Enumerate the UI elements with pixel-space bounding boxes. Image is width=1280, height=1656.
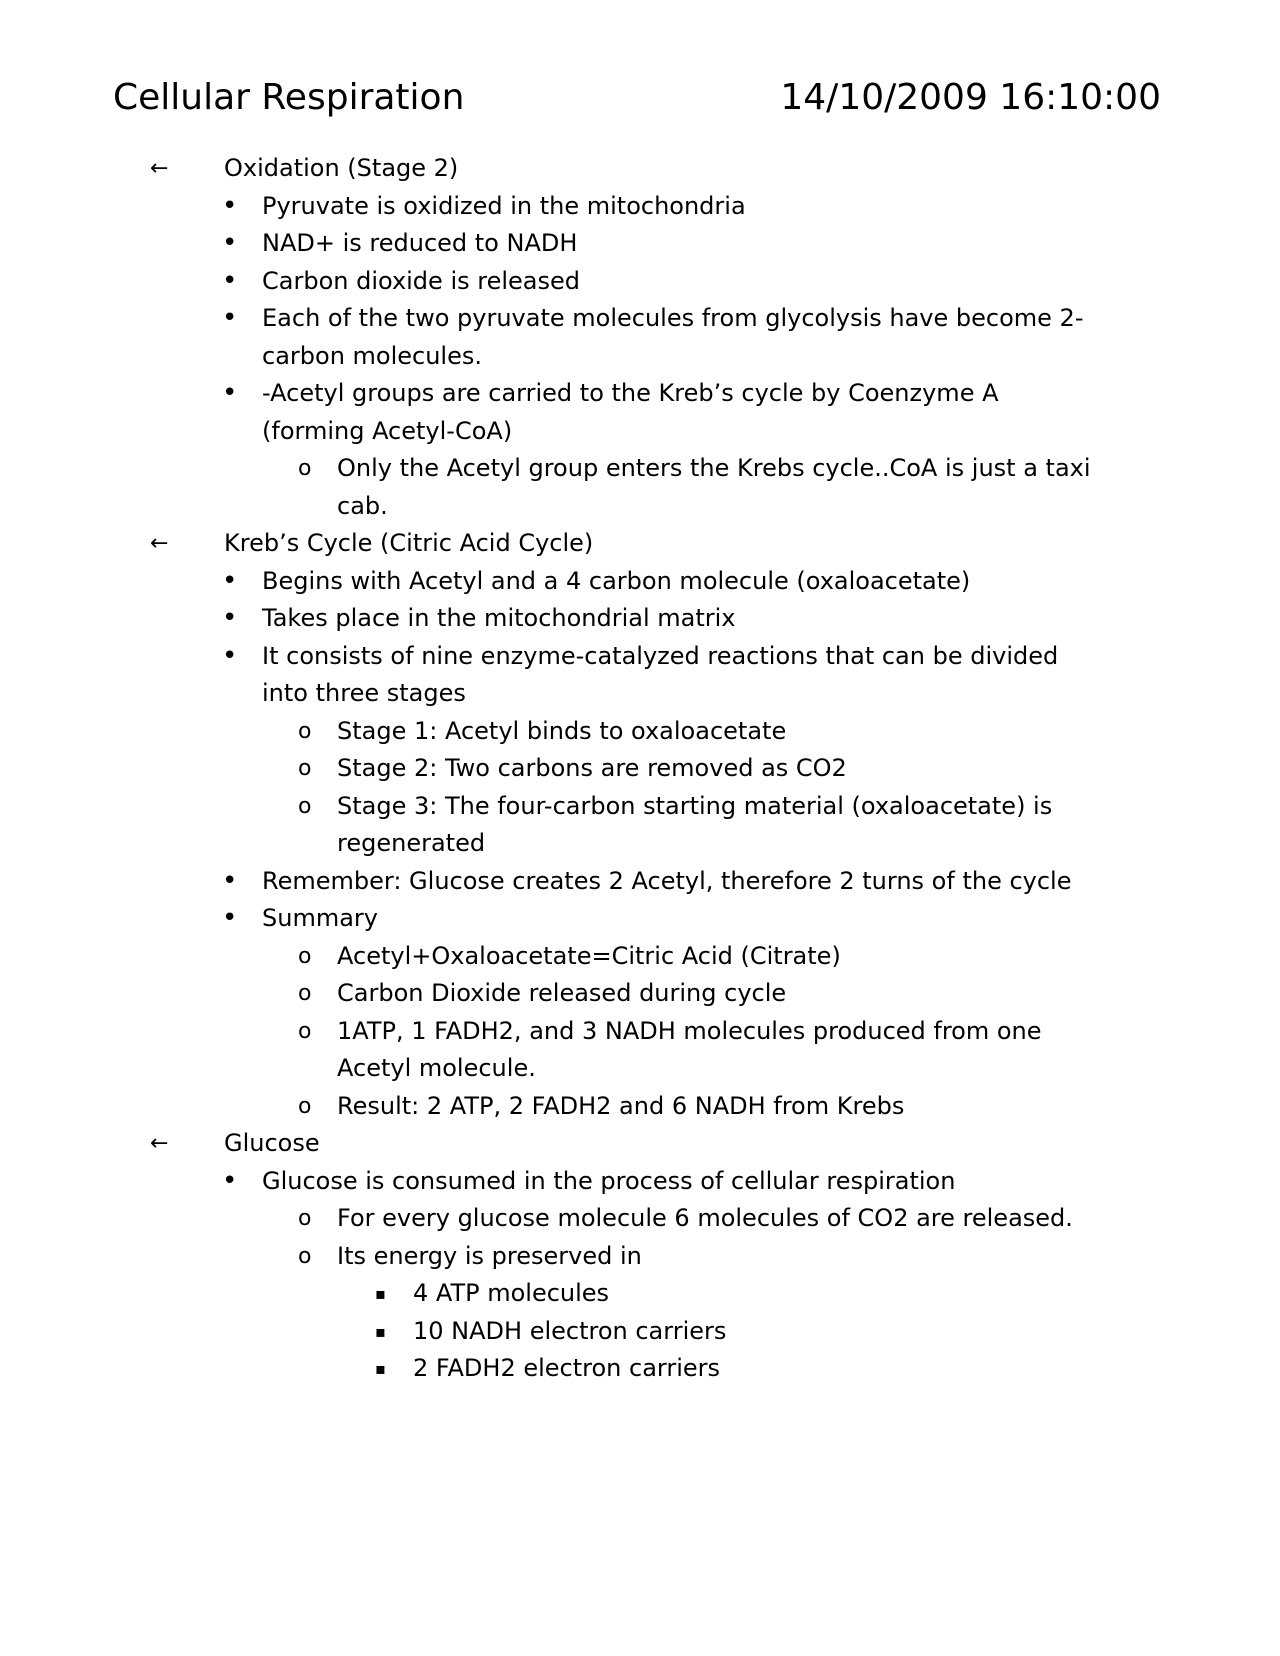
sub-list-item-text-line1: Stage 3: The four-carbon starting material (oxaloacetate) is xyxy=(337,791,1053,820)
sub-list-item xyxy=(0,1200,1280,1238)
bullet-icon: • xyxy=(222,903,238,933)
section-heading-text: Glucose xyxy=(224,1129,320,1157)
sub-list-item-text: Stage 2: Two carbons are removed as CO2 xyxy=(337,754,847,782)
circle-bullet-icon: o xyxy=(298,1093,312,1119)
section-heading xyxy=(0,150,1280,188)
sub-list-item xyxy=(0,1238,1280,1276)
sub-list-item-text-line2: regenerated xyxy=(337,829,486,857)
bullet-icon: • xyxy=(222,228,238,258)
sub-list-item xyxy=(0,1088,1280,1126)
section-heading xyxy=(0,1125,1280,1163)
sub-list-item-text-line2: cab. xyxy=(337,491,388,520)
section-heading-text: Oxidation (Stage 2) xyxy=(224,154,459,182)
sub-sub-list-item-text: 4 ATP molecules xyxy=(413,1279,610,1307)
sub-list-item-continuation xyxy=(0,488,1280,526)
sub-list-item-text-line1: Only the Acetyl group enters the Krebs cycle..CoA is just a taxi xyxy=(337,454,1091,482)
sub-list-item xyxy=(0,788,1280,826)
circle-bullet-icon: o xyxy=(298,943,312,969)
circle-bullet-icon: o xyxy=(298,1243,312,1269)
sub-sub-list-item xyxy=(0,1275,1280,1313)
circle-bullet-icon: o xyxy=(298,793,312,819)
bullet-icon: • xyxy=(222,565,238,596)
sub-list-item-text-line1: 1ATP, 1 FADH2, and 3 NADH molecules produced from one xyxy=(337,1016,1042,1045)
page-header xyxy=(113,74,1161,122)
list-item xyxy=(0,600,1280,638)
sub-list-item-continuation xyxy=(0,1050,1280,1088)
list-item xyxy=(0,225,1280,263)
bullet-icon: • xyxy=(222,603,238,633)
list-item-text: Remember: Glucose creates 2 Acetyl, therefore 2 turns of the cycle xyxy=(262,866,1072,895)
sub-sub-list-item xyxy=(0,1313,1280,1351)
section-heading-text: Kreb’s Cycle (Citric Acid Cycle) xyxy=(224,529,594,557)
list-item xyxy=(0,638,1280,676)
document-title: Cellular Respiration xyxy=(113,77,465,118)
list-item-text: Summary xyxy=(262,904,378,932)
bullet-icon: • xyxy=(222,303,238,333)
arrow-left-icon: ← xyxy=(150,1131,169,1156)
list-item-text-line2: carbon molecules. xyxy=(262,341,482,370)
circle-bullet-icon: o xyxy=(298,756,312,781)
sub-sub-list-item-text: 10 NADH electron carriers xyxy=(413,1316,727,1345)
sub-list-item-text: For every glucose molecule 6 molecules of CO2 are released. xyxy=(337,1204,1073,1232)
list-item-text: Begins with Acetyl and a 4 carbon molecule (oxaloacetate) xyxy=(262,566,971,595)
sub-list-item-text: Stage 1: Acetyl binds to oxaloacetate xyxy=(337,716,787,745)
list-item-text: NAD+ is reduced to NADH xyxy=(262,229,578,257)
sub-list-item xyxy=(0,938,1280,976)
circle-bullet-icon: o xyxy=(298,981,312,1006)
sub-list-item xyxy=(0,450,1280,488)
arrow-left-icon: ← xyxy=(150,156,169,181)
sub-list-item xyxy=(0,975,1280,1013)
list-item xyxy=(0,300,1280,338)
section-heading xyxy=(0,525,1280,563)
list-item-text-line1: It consists of nine enzyme-catalyzed reactions that can be divided xyxy=(262,641,1059,670)
circle-bullet-icon: o xyxy=(298,1206,312,1231)
list-item xyxy=(0,375,1280,413)
bullet-icon: • xyxy=(222,865,238,896)
list-item xyxy=(0,863,1280,901)
sub-list-item xyxy=(0,1013,1280,1051)
list-item-continuation xyxy=(0,413,1280,451)
list-item-text: Glucose is consumed in the process of cellular respiration xyxy=(262,1166,956,1195)
sub-list-item-text: Carbon Dioxide released during cycle xyxy=(337,979,787,1007)
list-item xyxy=(0,1163,1280,1201)
sub-list-item-text: Acetyl+Oxaloacetate=Citric Acid (Citrate) xyxy=(337,941,841,970)
circle-bullet-icon: o xyxy=(298,1018,312,1044)
list-item-text: Carbon dioxide is released xyxy=(262,266,580,295)
sub-list-item-text: Result: 2 ATP, 2 FADH2 and 6 NADH from Krebs xyxy=(337,1091,905,1120)
circle-bullet-icon: o xyxy=(298,456,312,481)
sub-sub-list-item-text: 2 FADH2 electron carriers xyxy=(413,1354,721,1382)
list-item-text-line1: -Acetyl groups are carried to the Kreb’s cycle by Coenzyme A xyxy=(262,379,999,407)
bullet-icon: • xyxy=(222,265,238,296)
bullet-icon: • xyxy=(222,190,238,221)
list-item-continuation xyxy=(0,338,1280,376)
list-item-continuation xyxy=(0,675,1280,713)
sub-list-item xyxy=(0,750,1280,788)
sub-list-item-text-line2: Acetyl molecule. xyxy=(337,1054,536,1082)
square-bullet-icon: ▪ xyxy=(375,1321,386,1341)
list-item-text-line1: Each of the two pyruvate molecules from glycolysis have become 2- xyxy=(262,304,1084,332)
arrow-left-icon: ← xyxy=(150,531,169,556)
bullet-icon: • xyxy=(222,1165,238,1196)
sub-sub-list-item xyxy=(0,1350,1280,1388)
square-bullet-icon: ▪ xyxy=(375,1359,386,1378)
list-item-text: Pyruvate is oxidized in the mitochondria xyxy=(262,191,746,220)
list-item xyxy=(0,188,1280,226)
circle-bullet-icon: o xyxy=(298,718,312,744)
outline-list xyxy=(0,150,1280,1388)
list-item xyxy=(0,263,1280,301)
list-item xyxy=(0,563,1280,601)
bullet-icon: • xyxy=(222,640,238,671)
sub-list-item xyxy=(0,713,1280,751)
list-item-text: Takes place in the mitochondrial matrix xyxy=(262,604,736,632)
list-item-text-line2: into three stages xyxy=(262,679,466,707)
bullet-icon: • xyxy=(222,378,238,408)
sub-list-item-continuation xyxy=(0,825,1280,863)
document-datetime: 14/10/2009 16:10:00 xyxy=(780,77,1161,118)
list-item xyxy=(0,900,1280,938)
square-bullet-icon: ▪ xyxy=(375,1284,386,1303)
sub-list-item-text: Its energy is preserved in xyxy=(337,1241,642,1270)
list-item-text-line2: (forming Acetyl-CoA) xyxy=(262,416,513,445)
